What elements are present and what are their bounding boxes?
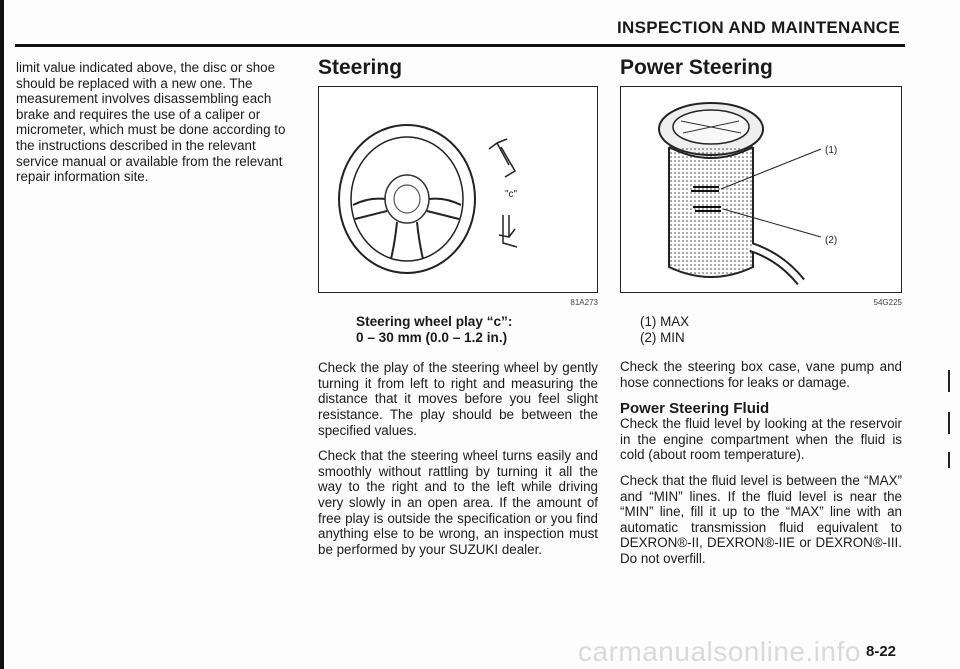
figure-label-c: "c": [505, 188, 518, 200]
fluid-paragraph-2: Check that the fluid level is between the “MAX” and “MIN” lines. If the fluid level is near the “MIN” line, fill it up to the “MAX” line with an automatic transmission fluid equivalent to DEXRON®-II, DEXRON®-IIE or DEXRON®-III. Do not overfill.: [620, 472, 902, 566]
page-edge-bar: [0, 0, 4, 669]
brake-paragraph: limit value indicated above, the disc or shoe should be replaced with a new one. The measurement involves disassembling each brake and requires the use of a caliper or micrometer, which must be done according to the instructions described in the relevant service manual or available from the relevant repair information site.: [16, 60, 286, 185]
power-steering-paragraph: Check the steering box case, vane pump and hose connections for leaks or damage.: [620, 359, 902, 390]
wheel-spoke-left: [355, 211, 387, 219]
power-steering-heading: Power Steering: [620, 56, 773, 79]
wheel-hub-inner: [394, 185, 420, 213]
margin-mark: [948, 370, 950, 392]
wheel-spoke-left: [353, 198, 385, 204]
margin-mark: [948, 412, 950, 434]
wheel-spoke-bottom: [391, 222, 397, 259]
steering-paragraph-1: Check the play of the steering wheel by gently turning it from left to right and measuring the distance that it moves before you feel slight resistance. The play should be between the specified values.: [318, 360, 598, 438]
caption-max: (1) MAX: [640, 314, 690, 330]
fluid-paragraph-1: Check the fluid level by looking at the reservoir in the engine compartment when the fluid is cold (about room temperature).: [620, 416, 902, 463]
steering-spec: [318, 314, 598, 346]
spec-line-1: Steering wheel play “c”:: [356, 314, 513, 330]
label-max: (1): [825, 144, 838, 156]
reservoir-illustration: [621, 87, 901, 292]
wheel-spoke-bottom: [417, 222, 423, 259]
steering-wheel-illustration: [319, 87, 597, 292]
wheel-rim-outer: [339, 125, 475, 273]
label-min: (2): [825, 234, 838, 246]
margin-mark: [948, 452, 950, 468]
watermark: carmanualsonline.info: [578, 636, 861, 667]
arrow-up-icon: [489, 139, 515, 177]
wheel-spoke-right: [429, 198, 461, 204]
section-header: INSPECTION AND MAINTENANCE: [617, 18, 900, 37]
page-number: 8-22: [866, 643, 897, 660]
wheel-hub-outer: [385, 175, 429, 223]
spec-line-2: 0 – 30 mm (0.0 – 1.2 in.): [356, 330, 508, 346]
header-rule: [15, 44, 905, 47]
column-power-steering: [620, 56, 902, 577]
reservoir-figure-code: 54G225: [873, 297, 902, 307]
reservoir-captions: [620, 314, 902, 345]
wheel-spoke-right: [427, 211, 459, 219]
reservoir-figure: [620, 86, 902, 293]
fluid-heading: Power Steering Fluid: [620, 399, 770, 417]
column-brakes: [16, 60, 298, 195]
steering-paragraph-2: Check that the steering wheel turns easily and smoothly without rattling by turning it all the way to the right and to the left while driving very slowly in an open area. If the amount of free play is outside the specification or you find anything else to be wrong, an inspection must be performed by your SUZUKI dealer.: [318, 448, 598, 557]
caption-min: (2) MIN: [640, 329, 685, 345]
arrow-down-icon: [499, 215, 517, 247]
steering-figure-code: 81A273: [570, 297, 598, 307]
steering-heading: Steering: [318, 56, 403, 79]
column-steering: [318, 56, 598, 567]
steering-figure: [318, 86, 598, 293]
